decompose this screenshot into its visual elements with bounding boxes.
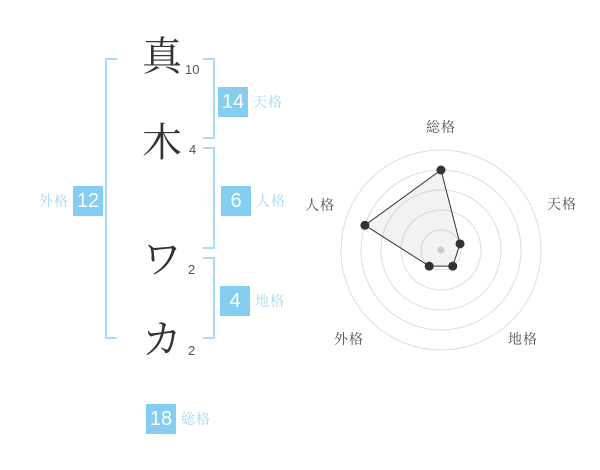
radar-data-point bbox=[456, 239, 465, 248]
radar-data-point bbox=[437, 166, 446, 175]
radar-data-point bbox=[360, 221, 369, 230]
radar-data-point bbox=[448, 262, 457, 271]
stroke-count-3: 2 bbox=[188, 262, 196, 277]
jinkaku-bracket bbox=[203, 147, 215, 249]
radar-axis-label: 総格 bbox=[426, 119, 456, 135]
radar-center-dot bbox=[438, 247, 445, 254]
jinkaku-label: 人格 bbox=[256, 193, 286, 209]
soukaku-value-badge: 18 bbox=[146, 404, 176, 434]
stroke-count-4: 2 bbox=[188, 343, 196, 358]
tenkaku-value-badge: 14 bbox=[218, 87, 248, 117]
tenkaku-bracket bbox=[203, 58, 215, 139]
gaikaku-label: 外格 bbox=[39, 193, 69, 209]
soukaku-label: 総格 bbox=[181, 411, 211, 427]
radar-axis-label: 地格 bbox=[508, 331, 538, 347]
chikaku-bracket bbox=[203, 257, 215, 339]
name-char-2: 木 bbox=[142, 121, 182, 165]
radar-chart bbox=[291, 110, 591, 390]
stroke-count-1: 10 bbox=[185, 62, 200, 77]
radar-axis-label: 人格 bbox=[305, 197, 335, 213]
gaikaku-bracket bbox=[105, 58, 117, 339]
chikaku-value-badge: 4 bbox=[220, 286, 250, 316]
gaikaku-value-badge: 12 bbox=[73, 186, 103, 216]
jinkaku-value-badge: 6 bbox=[221, 186, 251, 216]
radar-axis-label: 天格 bbox=[547, 196, 577, 212]
name-char-3: ワ bbox=[142, 238, 182, 282]
chikaku-label: 地格 bbox=[255, 293, 285, 309]
stroke-count-2: 4 bbox=[189, 142, 197, 157]
tenkaku-label: 天格 bbox=[253, 94, 283, 110]
name-char-1: 真 bbox=[142, 35, 182, 79]
name-char-4: カ bbox=[142, 318, 182, 362]
radar-data-polygon bbox=[365, 170, 460, 266]
radar-data-point bbox=[425, 262, 434, 271]
radar-axis-label: 外格 bbox=[334, 331, 364, 347]
